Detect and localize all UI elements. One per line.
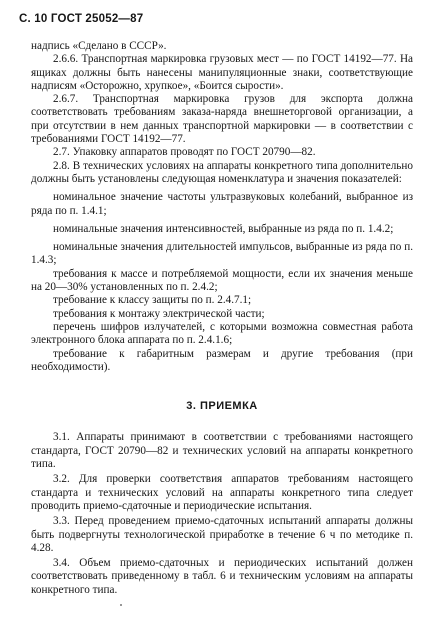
list-item: номинальные значения длительностей импульсов, выбранные из ряда по п. 1.4.3; [31, 241, 413, 267]
document-body [31, 40, 413, 599]
paragraph-2-6-7: 2.6.7. Транспортная маркировка грузов для экспорта должна соответствовать требованиям заказа-наряда внешнеторговой организации, а при отсутствии в нем данных транспортной маркировки — в соответствии с требованиями ГОСТ 14192—77. [31, 93, 413, 146]
list-item: перечень шифров излучателей, с которыми возможна совместная работа электронного блока аппарата по п. 2.4.1.6; [31, 320, 413, 347]
list-item: требования к монтажу электрической части; [53, 307, 265, 320]
paragraph-3-4: 3.4. Объем приемо-сдаточных и периодических испытаний должен соответствовать приведенному в табл. 6 и техническим условиям на аппараты конкретного типа. [31, 557, 413, 596]
paragraph-3-1: 3.1. Аппараты принимают в соответствии с требованиями настоящего стандарта, ГОСТ 20790—82 и технических условий на аппараты конкретного типа. [31, 431, 413, 471]
print-speck [120, 604, 122, 606]
list-item: номинальное значение частоты ультразвуковых колебаний, выбранное из ряда по п. 1.4.1; [31, 191, 413, 217]
list-item: требование к габаритным размерам и другие требования (при необходимости). [31, 347, 413, 373]
list-item: требование к классу защиты по п. 2.4.7.1; [53, 294, 252, 307]
section-title: 3. ПРИЕМКА [186, 400, 258, 413]
paragraph-continuation: надпись «Сделано в СССР». [31, 40, 167, 52]
page-header: С. 10 ГОСТ 25052—87 [19, 13, 144, 25]
list-item: требования к массе и потребляемой мощности, если их значения меньше на 20—30% установленных по п. 2.4.2; [31, 267, 413, 294]
paragraph-3-3: 3.3. Перед проведением приемо-сдаточных испытаний аппараты должны быть подвергнуты технологической приработке в течение 6 ч по методике п. 4.28. [31, 515, 413, 554]
paragraph-3-2: 3.2. Для проверки соответствия аппаратов требованиям настоящего стандарта и технических условий на аппараты конкретного типа следует проводить приемо-сдаточные и периодические испытания. [31, 473, 413, 512]
paragraph-2-8: 2.8. В технических условиях на аппараты конкретного типа дополнительно должны быть установлены следующая номенклатура и значения показателей: [31, 159, 413, 185]
paragraph-2-6-6: 2.6.6. Транспортная маркировка грузовых мест — по ГОСТ 14192—77. На ящиках должны быть нанесены манипуляционные знаки, соответствующие надписям «Осторожно, хрупкое», «Боится сырости». [31, 53, 413, 92]
list-item: номинальные значения интенсивностей, выбранные из ряда по п. 1.4.2; [53, 222, 394, 235]
paragraph-2-7: 2.7. Упаковку аппаратов проводят по ГОСТ 20790—82. [53, 146, 316, 159]
